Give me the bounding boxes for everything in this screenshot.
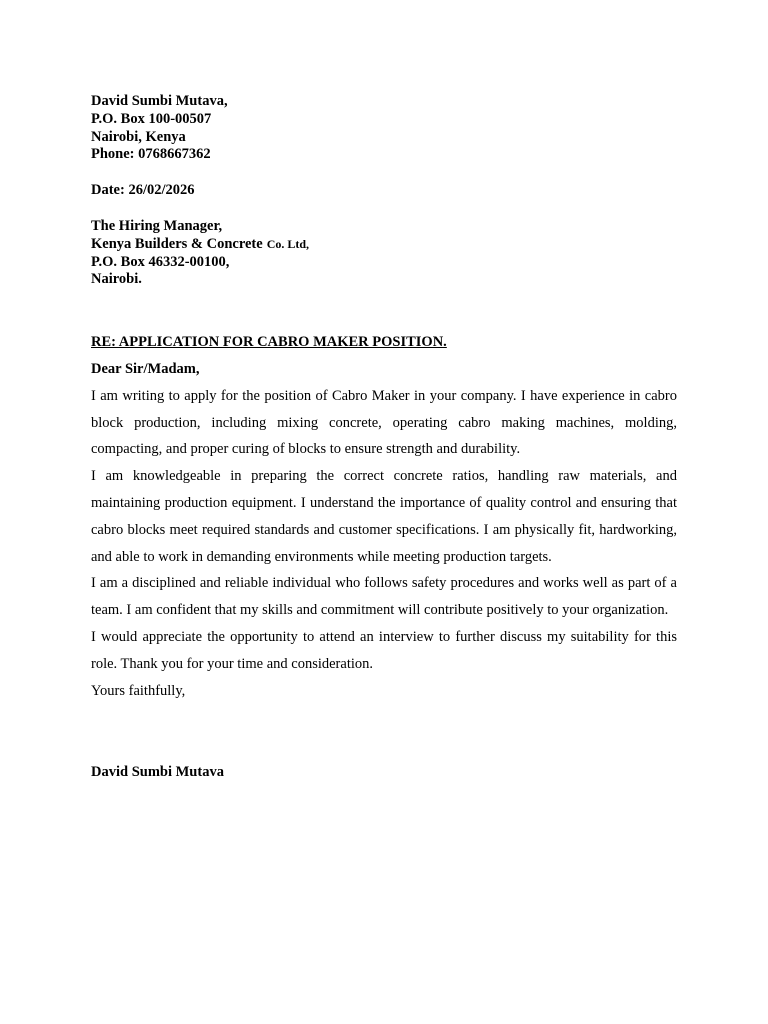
letter-subject: RE: APPLICATION FOR CABRO MAKER POSITION. — [91, 334, 447, 351]
recipient-company-line — [91, 236, 677, 254]
signature-name: David Sumbi Mutava — [91, 764, 224, 781]
recipient-po-box: P.O. Box 46332-00100, — [91, 253, 230, 270]
recipient-company-suffix: Co. Ltd, — [266, 236, 310, 251]
recipient-address-block — [91, 218, 677, 289]
body-paragraph: I am knowledgeable in preparing the correct concrete ratios, handling raw materials, and maintaining production equipment. I understand the importance of quality control and ensuring that cabro blocks meet required standards and customer specifications. I am physically fit, hardworking, and able to work in demanding environments while meeting production targets. — [91, 468, 677, 565]
sender-po-box: P.O. Box 100-00507 — [91, 110, 212, 127]
sender-address-block — [91, 93, 677, 164]
body-paragraph: I am a disciplined and reliable individual who follows safety procedures and works well as part of a team. I am confident that my skills and commitment will contribute positively to your organization. — [91, 575, 677, 619]
letter-page — [91, 93, 677, 782]
closing: Yours faithfully, — [91, 682, 186, 699]
sender-name: David Sumbi Mutava, — [91, 93, 228, 109]
recipient-company: Kenya Builders & Concrete — [91, 235, 263, 252]
body-paragraph: I am writing to apply for the position of Cabro Maker in your company. I have experience in cabro block production, including mixing concrete, operating cabro making machines, molding, compacting, and proper curing of blocks to ensure strength and durability. — [91, 387, 677, 458]
sender-city: Nairobi, Kenya — [91, 128, 186, 145]
letter-date: Date: 26/02/2026 — [91, 182, 195, 199]
recipient-city: Nairobi. — [91, 271, 142, 288]
body-paragraph: I would appreciate the opportunity to attend an interview to further discuss my suitability for this role. Thank you for your time and consideration. — [91, 628, 677, 672]
sender-phone: Phone: 0768667362 — [91, 146, 211, 163]
salutation: Dear Sir/Madam, — [91, 360, 200, 377]
letter-body — [91, 383, 677, 705]
recipient-title: The Hiring Manager, — [91, 217, 223, 234]
